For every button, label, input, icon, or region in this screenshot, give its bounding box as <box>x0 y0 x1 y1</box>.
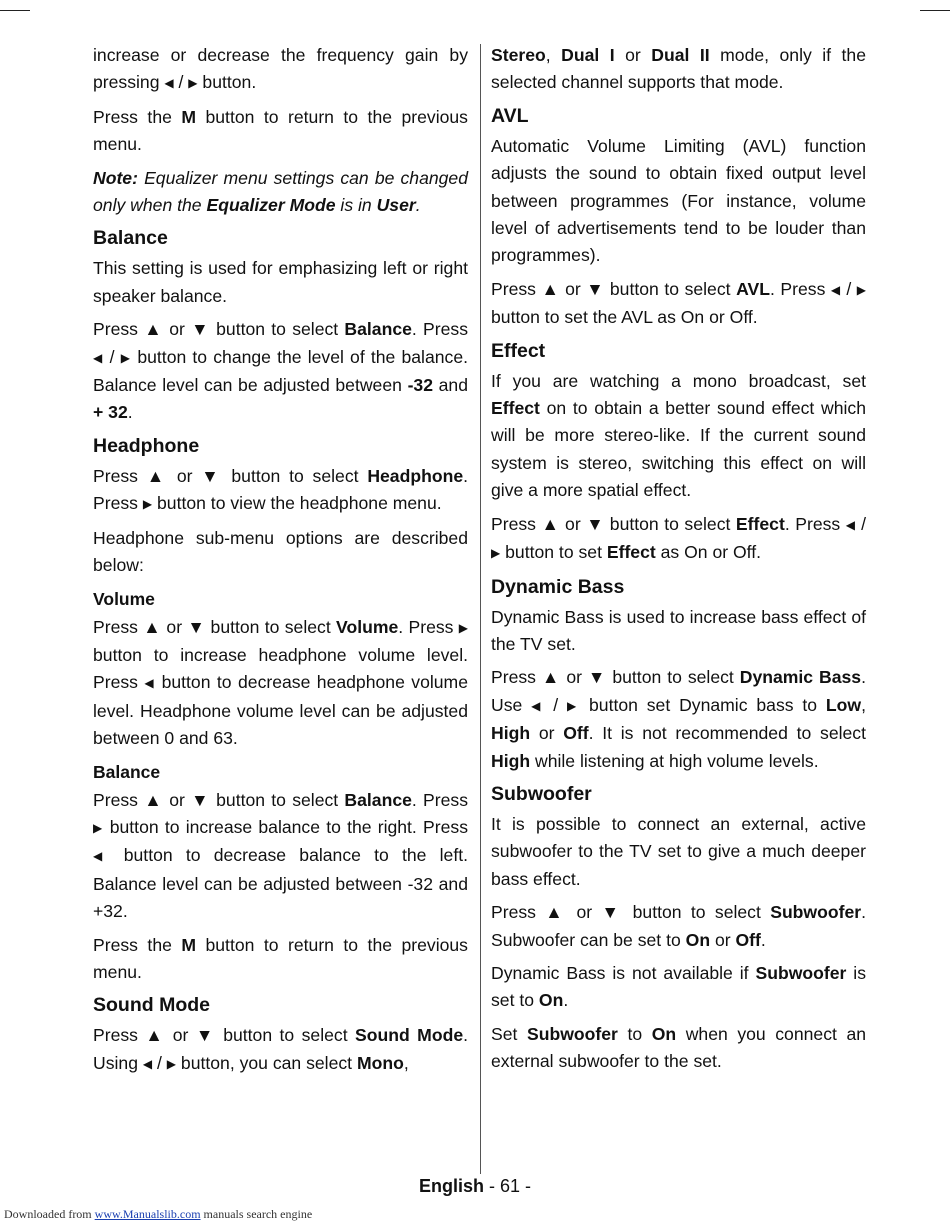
paragraph-return-menu: Press the M button to return to the previous menu. <box>93 106 468 155</box>
heading-headphone: Headphone <box>93 434 200 457</box>
heading-dynamic-bass: Dynamic Bass <box>491 575 625 598</box>
paragraph-subwoofer-connect: Set Subwoofer to On when you connect an external subwoofer to the set. <box>491 1023 867 1072</box>
paragraph-frequency-gain: increase or decrease the frequency gain by pressing ◀ / ▶ button. <box>93 45 468 93</box>
paragraph-avl-description: Automatic Volume Limiting (AVL) function adjusts the sound to obtain fixed output level between programmes (For instance, volume level of advertisements tend to be louder than programmes). <box>491 135 866 266</box>
paragraph-dynamic-bass-instructions: Press ▲ or ▼ button to select Dynamic Bass. Use ◀ / ▶ button set Dynamic bass to Low, High or Off. It is not recommended to select High while listening at high volume levels. <box>491 667 866 771</box>
paragraph-subwoofer-instructions: Press ▲ or ▼ button to select Subwoofer. Subwoofer can be set to On or Off. <box>491 902 866 950</box>
heading-avl: AVL <box>491 104 529 127</box>
paragraph-headphone-submenu: Headphone sub-menu options are described below: <box>93 527 468 576</box>
equalizer-note: Note: Equalizer menu settings can be changed only when the Equalizer Mode is in User. <box>93 167 468 216</box>
heading-effect: Effect <box>491 339 546 362</box>
paragraph-effect-description: If you are watching a mono broadcast, set Effect on to obtain a better sound effect which will be more stereo-like. If the current sound system is stereo, switching this effect on will give a more spatial effect. <box>491 370 866 501</box>
paragraph-sound-mode-cont: Stereo, Dual I or Dual II mode, only if the selected channel supports that mode. <box>491 45 866 93</box>
paragraph-sound-mode: Press ▲ or ▼ button to select Sound Mode. Using ◀ / ▶ button, you can select Mono, <box>93 1025 469 1073</box>
paragraph-avl-instructions: Press ▲ or ▼ button to select AVL. Press ◀ / ▶ button to set the AVL as On or Off. <box>491 278 867 328</box>
heading-subwoofer: Subwoofer <box>491 782 592 805</box>
paragraph-effect-instructions: Press ▲ or ▼ button to select Effect. Press ◀ / ▶ button to set Effect as On or Off. <box>491 513 867 563</box>
paragraph-dynamic-bass-description: Dynamic Bass is used to increase bass effect of the TV set. <box>491 606 866 654</box>
paragraph-return-menu-2: Press the M button to return to the previous menu. <box>93 934 468 982</box>
right-column <box>491 42 866 1082</box>
heading-headphone-balance: Balance <box>93 761 161 782</box>
download-notice: Downloaded from www.Manualslib.com manuals search engine <box>4 1207 313 1221</box>
heading-sound-mode: Sound Mode <box>93 994 210 1017</box>
paragraph-volume: Press ▲ or ▼ button to select Volume. Press ▶ button to increase headphone volume level. Press ◀ button to decrease headphone volume level. Headphone volume level can be adjusted between 0 and 63. <box>93 616 468 749</box>
crop-mark-top-left <box>0 10 30 11</box>
heading-volume: Volume <box>93 588 155 609</box>
footer-language: English <box>418 1176 484 1196</box>
paragraph-balance-instructions: Press ▲ or ▼ button to select Balance. Press ◀ / ▶ button to change the level of the balance. Balance level can be adjusted between -32 and + 32. <box>93 319 469 423</box>
paragraph-subwoofer-description: It is possible to connect an external, active subwoofer to the TV set to give a much deeper bass effect. <box>491 813 866 889</box>
heading-balance: Balance <box>93 227 168 250</box>
crop-mark-top-right <box>920 10 950 11</box>
page-footer <box>0 1174 950 1198</box>
paragraph-headphone-balance: Press ▲ or ▼ button to select Balance. Press ▶ button to increase balance to the right. Press ◀ button to decrease balance to the left. Balance level can be adjusted between -32 and +32. <box>93 789 468 922</box>
paragraph-headphone-select: Press ▲ or ▼ button to select Headphone. Press ▶ button to view the headphone menu. <box>93 465 468 514</box>
page-number: - 61 - <box>484 1176 532 1196</box>
manualslib-link[interactable]: www.Manualslib.com <box>94 1207 201 1221</box>
paragraph-subwoofer-note: Dynamic Bass is not available if Subwoofer is set to On. <box>491 962 866 1011</box>
left-column <box>93 42 468 1084</box>
paragraph-balance-description: This setting is used for emphasizing left or right speaker balance. <box>93 258 468 306</box>
column-divider <box>480 44 481 1174</box>
